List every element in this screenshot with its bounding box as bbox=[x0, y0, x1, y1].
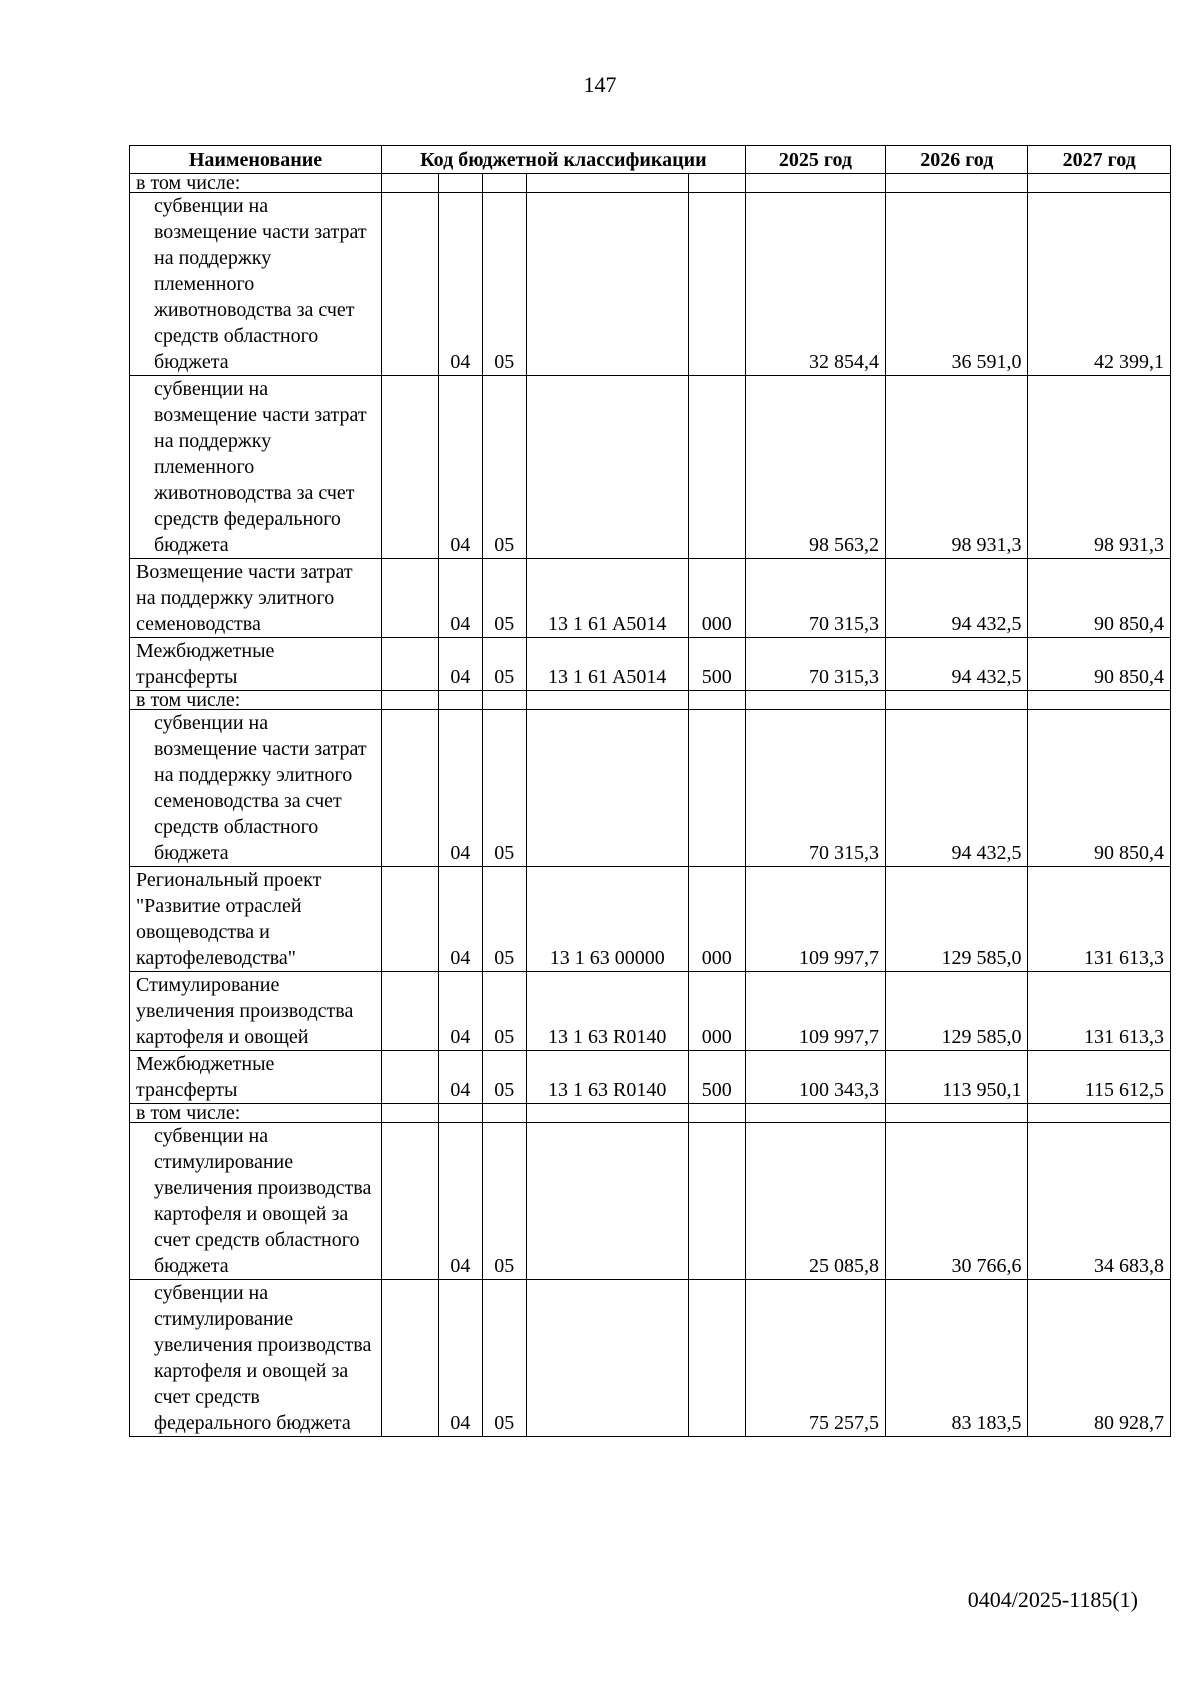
value-2025: 98 563,2 bbox=[745, 376, 885, 559]
code-subsection bbox=[482, 174, 526, 193]
table-row bbox=[130, 1104, 1171, 1123]
value-2027: 115 612,5 bbox=[1028, 1051, 1171, 1104]
code-part-1 bbox=[382, 559, 439, 638]
value-2025: 25 085,8 bbox=[745, 1123, 885, 1280]
table-row bbox=[130, 1280, 1171, 1437]
code-expense-type: 000 bbox=[688, 867, 745, 972]
code-expense-type: 000 bbox=[688, 972, 745, 1051]
budget-table bbox=[129, 145, 1171, 1437]
value-2027: 34 683,8 bbox=[1028, 1123, 1171, 1280]
row-name: Региональный проект "Развитие отраслей овощеводства и картофелеводства" bbox=[130, 867, 382, 972]
code-expense-type: 500 bbox=[688, 1051, 745, 1104]
code-section: 04 bbox=[438, 1280, 482, 1437]
code-subsection: 05 bbox=[482, 376, 526, 559]
code-part-1 bbox=[382, 376, 439, 559]
header-2025: 2025 год bbox=[745, 146, 885, 174]
table-body bbox=[130, 174, 1171, 1437]
code-section: 04 bbox=[438, 638, 482, 691]
code-subsection bbox=[482, 1104, 526, 1123]
code-expense-type bbox=[688, 1123, 745, 1280]
table-row bbox=[130, 193, 1171, 376]
document-number: 0404/2025-1185(1) bbox=[967, 1587, 1138, 1612]
table-row bbox=[130, 710, 1171, 867]
table-row bbox=[130, 376, 1171, 559]
table-row bbox=[130, 691, 1171, 710]
code-target-article bbox=[526, 710, 688, 867]
header-2027: 2027 год bbox=[1028, 146, 1171, 174]
table-row bbox=[130, 972, 1171, 1051]
code-subsection: 05 bbox=[482, 193, 526, 376]
code-target-article bbox=[526, 174, 688, 193]
row-name: субвенции на стимулирование увеличения производства картофеля и овощей за счет средств областного бюджета bbox=[130, 1123, 382, 1280]
row-name: в том числе: bbox=[130, 174, 382, 193]
table-header-row bbox=[130, 146, 1171, 174]
value-2025: 70 315,3 bbox=[745, 559, 885, 638]
code-part-1 bbox=[382, 193, 439, 376]
code-target-article bbox=[526, 1280, 688, 1437]
code-expense-type bbox=[688, 1280, 745, 1437]
code-section: 04 bbox=[438, 376, 482, 559]
code-target-article: 13 1 63 R0140 bbox=[526, 1051, 688, 1104]
row-name: в том числе: bbox=[130, 691, 382, 710]
code-expense-type bbox=[688, 193, 745, 376]
code-expense-type bbox=[688, 174, 745, 193]
table-row bbox=[130, 638, 1171, 691]
value-2026: 36 591,0 bbox=[886, 193, 1028, 376]
table-row bbox=[130, 867, 1171, 972]
code-part-1 bbox=[382, 867, 439, 972]
header-code: Код бюджетной классификации bbox=[382, 146, 746, 174]
code-target-article bbox=[526, 1104, 688, 1123]
code-part-1 bbox=[382, 1123, 439, 1280]
code-expense-type: 500 bbox=[688, 638, 745, 691]
value-2026: 30 766,6 bbox=[886, 1123, 1028, 1280]
code-target-article: 13 1 63 00000 bbox=[526, 867, 688, 972]
table-row bbox=[130, 559, 1171, 638]
value-2026: 129 585,0 bbox=[886, 972, 1028, 1051]
row-name: Межбюджетные трансферты bbox=[130, 1051, 382, 1104]
value-2026: 113 950,1 bbox=[886, 1051, 1028, 1104]
table-row bbox=[130, 1051, 1171, 1104]
code-target-article bbox=[526, 376, 688, 559]
row-name: субвенции на возмещение части затрат на поддержку племенного животноводства за счет средств областного бюджета bbox=[130, 193, 382, 376]
row-name: субвенции на возмещение части затрат на поддержку элитного семеноводства за счет средств областного бюджета bbox=[130, 710, 382, 867]
code-subsection: 05 bbox=[482, 638, 526, 691]
code-part-1 bbox=[382, 1104, 439, 1123]
code-target-article: 13 1 61 A5014 bbox=[526, 559, 688, 638]
value-2026 bbox=[886, 1104, 1028, 1123]
row-name: субвенции на стимулирование увеличения производства картофеля и овощей за счет средств федерального бюджета bbox=[130, 1280, 382, 1437]
code-target-article bbox=[526, 1123, 688, 1280]
value-2026 bbox=[886, 691, 1028, 710]
value-2026 bbox=[886, 174, 1028, 193]
table-row bbox=[130, 174, 1171, 193]
code-part-1 bbox=[382, 638, 439, 691]
code-subsection: 05 bbox=[482, 867, 526, 972]
code-subsection: 05 bbox=[482, 1280, 526, 1437]
value-2027: 80 928,7 bbox=[1028, 1280, 1171, 1437]
header-name: Наименование bbox=[130, 146, 382, 174]
value-2025: 70 315,3 bbox=[745, 638, 885, 691]
value-2026: 94 432,5 bbox=[886, 559, 1028, 638]
code-section: 04 bbox=[438, 193, 482, 376]
value-2025: 109 997,7 bbox=[745, 972, 885, 1051]
value-2025: 109 997,7 bbox=[745, 867, 885, 972]
code-section bbox=[438, 691, 482, 710]
code-target-article: 13 1 61 A5014 bbox=[526, 638, 688, 691]
value-2027 bbox=[1028, 174, 1171, 193]
header-2026: 2026 год bbox=[886, 146, 1028, 174]
code-part-1 bbox=[382, 1051, 439, 1104]
value-2025: 100 343,3 bbox=[745, 1051, 885, 1104]
value-2027: 42 399,1 bbox=[1028, 193, 1171, 376]
code-part-1 bbox=[382, 1280, 439, 1437]
code-expense-type bbox=[688, 691, 745, 710]
value-2025: 75 257,5 bbox=[745, 1280, 885, 1437]
value-2027: 131 613,3 bbox=[1028, 867, 1171, 972]
code-section: 04 bbox=[438, 1123, 482, 1280]
code-section bbox=[438, 1104, 482, 1123]
code-subsection: 05 bbox=[482, 1123, 526, 1280]
code-expense-type bbox=[688, 376, 745, 559]
value-2026: 129 585,0 bbox=[886, 867, 1028, 972]
code-target-article: 13 1 63 R0140 bbox=[526, 972, 688, 1051]
code-target-article bbox=[526, 193, 688, 376]
row-name: субвенции на возмещение части затрат на поддержку племенного животноводства за счет средств федерального бюджета bbox=[130, 376, 382, 559]
code-section: 04 bbox=[438, 1051, 482, 1104]
row-name: Межбюджетные трансферты bbox=[130, 638, 382, 691]
value-2025 bbox=[745, 691, 885, 710]
code-target-article bbox=[526, 691, 688, 710]
value-2027: 90 850,4 bbox=[1028, 559, 1171, 638]
code-part-1 bbox=[382, 972, 439, 1051]
code-subsection: 05 bbox=[482, 559, 526, 638]
code-section: 04 bbox=[438, 972, 482, 1051]
row-name: Стимулирование увеличения производства картофеля и овощей bbox=[130, 972, 382, 1051]
value-2027: 131 613,3 bbox=[1028, 972, 1171, 1051]
code-section: 04 bbox=[438, 867, 482, 972]
value-2025 bbox=[745, 1104, 885, 1123]
value-2026: 94 432,5 bbox=[886, 638, 1028, 691]
code-expense-type bbox=[688, 1104, 745, 1123]
code-section: 04 bbox=[438, 559, 482, 638]
value-2027: 98 931,3 bbox=[1028, 376, 1171, 559]
value-2026: 98 931,3 bbox=[886, 376, 1028, 559]
code-subsection: 05 bbox=[482, 972, 526, 1051]
code-subsection: 05 bbox=[482, 1051, 526, 1104]
value-2027: 90 850,4 bbox=[1028, 638, 1171, 691]
value-2027 bbox=[1028, 1104, 1171, 1123]
code-section bbox=[438, 174, 482, 193]
value-2025: 32 854,4 bbox=[745, 193, 885, 376]
code-expense-type: 000 bbox=[688, 559, 745, 638]
value-2026: 94 432,5 bbox=[886, 710, 1028, 867]
code-part-1 bbox=[382, 691, 439, 710]
code-expense-type bbox=[688, 710, 745, 867]
value-2026: 83 183,5 bbox=[886, 1280, 1028, 1437]
value-2025: 70 315,3 bbox=[745, 710, 885, 867]
value-2027: 90 850,4 bbox=[1028, 710, 1171, 867]
code-subsection bbox=[482, 691, 526, 710]
value-2025 bbox=[745, 174, 885, 193]
code-part-1 bbox=[382, 710, 439, 867]
page-number: 147 bbox=[583, 72, 617, 97]
row-name: в том числе: bbox=[130, 1104, 382, 1123]
code-subsection: 05 bbox=[482, 710, 526, 867]
code-part-1 bbox=[382, 174, 439, 193]
row-name: Возмещение части затрат на поддержку элитного семеноводства bbox=[130, 559, 382, 638]
code-section: 04 bbox=[438, 710, 482, 867]
table-row bbox=[130, 1123, 1171, 1280]
value-2027 bbox=[1028, 691, 1171, 710]
